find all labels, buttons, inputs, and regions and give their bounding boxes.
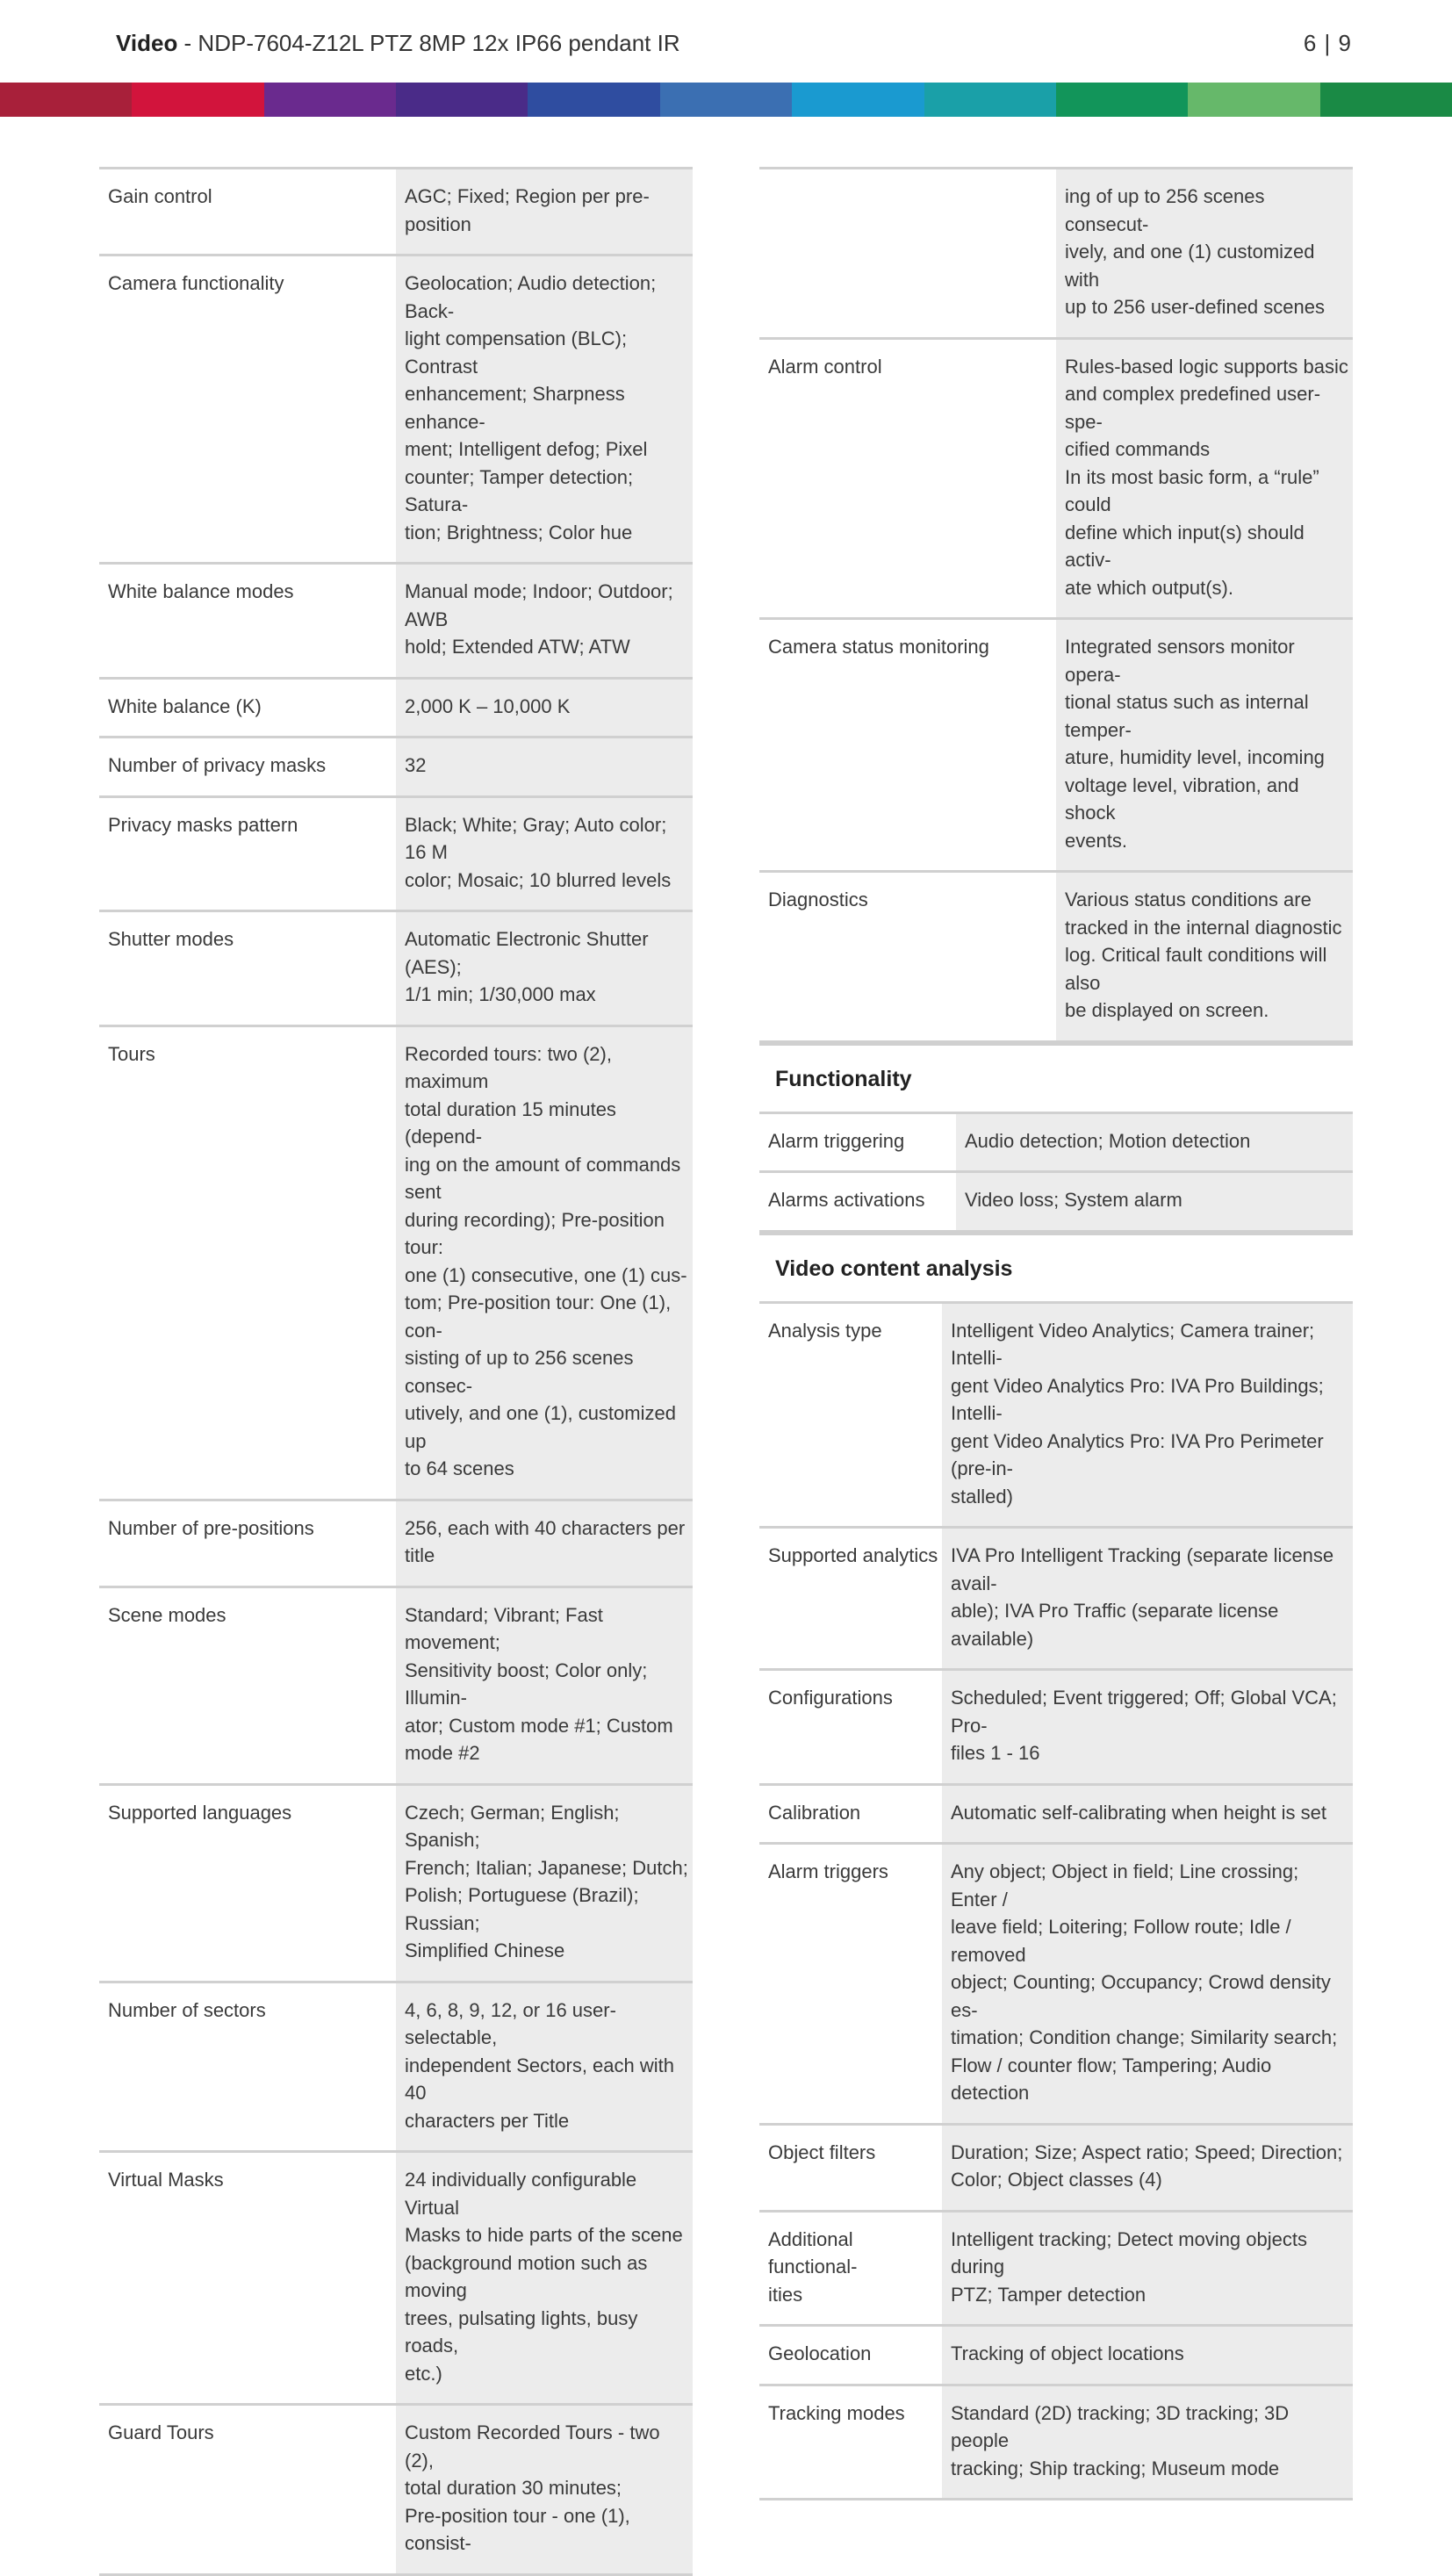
table-row — [99, 255, 693, 564]
spec-label: Alarm control — [759, 338, 1056, 619]
spec-label: Camera status monitoring — [759, 619, 1056, 872]
table-row — [759, 2124, 1353, 2211]
table-row — [99, 1784, 693, 1982]
spec-label: Number of pre-positions — [99, 1500, 396, 1587]
page-header — [116, 30, 1352, 65]
spec-value: Rules-based logic supports basic and complex predefined user-spe- cified commands In its most basic form, a “rule” could define which input(s) should activ- ate which output(s). — [1056, 338, 1353, 619]
table-row — [759, 338, 1353, 619]
spec-value: Automatic self-calibrating when height is set — [942, 1784, 1353, 1844]
color-bar-segment — [396, 83, 528, 117]
spec-value: Geolocation; Audio detection; Back- light compensation (BLC); Contrast enhancement; Sharpness enhance- ment; Intelligent defog; Pixel counter; Tamper detection; Satura- tion; Brightness; Color hue — [396, 255, 693, 564]
spec-value: Intelligent tracking; Detect moving objects during PTZ; Tamper detection — [942, 2211, 1353, 2326]
table-row — [759, 169, 1353, 339]
document-title — [116, 30, 680, 57]
spec-label — [759, 169, 1056, 339]
spec-label: White balance (K) — [99, 678, 396, 738]
spec-value: Standard (2D) tracking; 3D tracking; 3D people tracking; Ship tracking; Museum mode — [942, 2385, 1353, 2500]
table-row — [99, 2405, 693, 2575]
spec-value: 2,000 K – 10,000 K — [396, 678, 693, 738]
table-row — [759, 1844, 1353, 2125]
color-bar-segment — [1056, 83, 1188, 117]
table-row — [99, 796, 693, 911]
spec-label: Number of privacy masks — [99, 738, 396, 797]
color-bar-segment — [132, 83, 263, 117]
spec-value: Various status conditions are tracked in the internal diagnostic log. Critical fault conditions will also be displayed on screen. — [1056, 872, 1353, 1042]
table-row — [99, 1500, 693, 1587]
spec-table-vca — [759, 1301, 1353, 2501]
table-row — [99, 738, 693, 797]
spec-value: Audio detection; Motion detection — [956, 1112, 1353, 1172]
table-row — [99, 911, 693, 1026]
spec-label: Gain control — [99, 169, 396, 255]
color-bar-segment — [528, 83, 659, 117]
spec-label: Alarm triggers — [759, 1844, 942, 2125]
section-title-vca: Video content analysis — [759, 1233, 1353, 1301]
spec-label: Additional functional- ities — [759, 2211, 942, 2326]
spec-label: Camera functionality — [99, 255, 396, 564]
spec-value: Any object; Object in field; Line crossing; Enter / leave field; Loitering; Follow route; Idle / removed object; Counting; Occupancy; Crowd density es- timation; Condition change; Similarity search; Flow / counter flow; Tampering; Audio detection — [942, 1844, 1353, 2125]
table-row — [99, 1587, 693, 1784]
table-row — [759, 1670, 1353, 1785]
title-category: Video — [116, 30, 178, 56]
spec-value: 4, 6, 8, 9, 12, or 16 user-selectable, independent Sectors, each with 40 characters per Title — [396, 1982, 693, 2152]
table-row — [759, 1784, 1353, 1844]
table-row — [99, 1982, 693, 2152]
table-row — [99, 1025, 693, 1500]
table-row — [759, 2385, 1353, 2500]
spec-label: Privacy masks pattern — [99, 796, 396, 911]
table-row — [759, 1172, 1353, 1232]
spec-value: Tracking of object locations — [942, 2326, 1353, 2385]
spec-label: Supported analytics — [759, 1528, 942, 1670]
spec-value: Automatic Electronic Shutter (AES); 1/1 min; 1/30,000 max — [396, 911, 693, 1026]
spec-label: Geolocation — [759, 2326, 942, 2385]
spec-label: Diagnostics — [759, 872, 1056, 1042]
spec-label: Shutter modes — [99, 911, 396, 1026]
table-row — [759, 619, 1353, 872]
spec-value: Custom Recorded Tours - two (2), total duration 30 minutes; Pre-position tour - one (1), consist- — [396, 2405, 693, 2575]
color-bar-segment — [1188, 83, 1319, 117]
spec-value: Manual mode; Indoor; Outdoor; AWB hold; Extended ATW; ATW — [396, 564, 693, 679]
table-row — [99, 169, 693, 255]
spec-label: White balance modes — [99, 564, 396, 679]
table-row — [759, 2211, 1353, 2326]
table-row — [99, 678, 693, 738]
spec-value: 256, each with 40 characters per title — [396, 1500, 693, 1587]
table-row — [759, 1112, 1353, 1172]
spec-label: Object filters — [759, 2124, 942, 2211]
table-row — [759, 2326, 1353, 2385]
spec-label: Alarm triggering — [759, 1112, 956, 1172]
spec-value: Video loss; System alarm — [956, 1172, 1353, 1232]
spec-label: Calibration — [759, 1784, 942, 1844]
spec-value: Standard; Vibrant; Fast movement; Sensitivity boost; Color only; Illumin- ator; Custom mode #1; Custom mode #2 — [396, 1587, 693, 1784]
spec-label: Analysis type — [759, 1302, 942, 1528]
left-column — [99, 167, 693, 2576]
title-product: - NDP-7604-Z12L PTZ 8MP 12x IP66 pendant IR — [177, 30, 680, 56]
spec-value: Black; White; Gray; Auto color; 16 M color; Mosaic; 10 blurred levels — [396, 796, 693, 911]
spec-label: Tracking modes — [759, 2385, 942, 2500]
color-bar-segment — [660, 83, 792, 117]
color-bar — [0, 83, 1452, 117]
table-row — [99, 2152, 693, 2405]
spec-label: Number of sectors — [99, 1982, 396, 2152]
color-bar-segment — [792, 83, 924, 117]
spec-table-functionality — [759, 1112, 1353, 1233]
color-bar-segment — [1320, 83, 1452, 117]
spec-value: Scheduled; Event triggered; Off; Global VCA; Pro- files 1 - 16 — [942, 1670, 1353, 1785]
section-title-functionality: Functionality — [759, 1043, 1353, 1112]
page-number: 6 | 9 — [1303, 30, 1352, 56]
spec-value: 32 — [396, 738, 693, 797]
table-row — [759, 1528, 1353, 1670]
table-row — [759, 872, 1353, 1042]
spec-label: Supported languages — [99, 1784, 396, 1982]
spec-value: IVA Pro Intelligent Tracking (separate license avail- able); IVA Pro Traffic (separate license available) — [942, 1528, 1353, 1670]
spec-value: ing of up to 256 scenes consecut- ively, and one (1) customized with up to 256 user-defined scenes — [1056, 169, 1353, 339]
spec-value: Recorded tours: two (2), maximum total duration 15 minutes (depend- ing on the amount of commands sent during recording); Pre-position tour: one (1) consecutive, one (1) cus- tom; Pre-position tour: One (1), con- sisting of up to 256 scenes consec- utively, and one (1), customized up to 64 scenes — [396, 1025, 693, 1500]
spec-table-right-top — [759, 167, 1353, 1043]
spec-value: AGC; Fixed; Region per pre-position — [396, 169, 693, 255]
spec-label: Tours — [99, 1025, 396, 1500]
spec-value: Duration; Size; Aspect ratio; Speed; Direction; Color; Object classes (4) — [942, 2124, 1353, 2211]
color-bar-segment — [924, 83, 1056, 117]
table-row — [759, 1302, 1353, 1528]
spec-value: 24 individually configurable Virtual Masks to hide parts of the scene (background motion such as moving trees, pulsating lights, busy roads, etc.) — [396, 2152, 693, 2405]
spec-value: Integrated sensors monitor opera- tional status such as internal temper- ature, humidity level, incoming voltage level, vibration, and shock events. — [1056, 619, 1353, 872]
right-column — [759, 167, 1353, 2500]
spec-label: Virtual Masks — [99, 2152, 396, 2405]
spec-label: Scene modes — [99, 1587, 396, 1784]
spec-table-left — [99, 167, 693, 2576]
color-bar-segment — [264, 83, 396, 117]
spec-value: Czech; German; English; Spanish; French; Italian; Japanese; Dutch; Polish; Portuguese (Brazil); Russian; Simplified Chinese — [396, 1784, 693, 1982]
spec-label: Guard Tours — [99, 2405, 396, 2575]
spec-label: Alarms activations — [759, 1172, 956, 1232]
spec-label: Configurations — [759, 1670, 942, 1785]
table-row — [99, 564, 693, 679]
color-bar-segment — [0, 83, 132, 117]
spec-value: Intelligent Video Analytics; Camera trainer; Intelli- gent Video Analytics Pro: IVA Pro Buildings; Intelli- gent Video Analytics Pro: IVA Pro Perimeter (pre-in- stalled) — [942, 1302, 1353, 1528]
